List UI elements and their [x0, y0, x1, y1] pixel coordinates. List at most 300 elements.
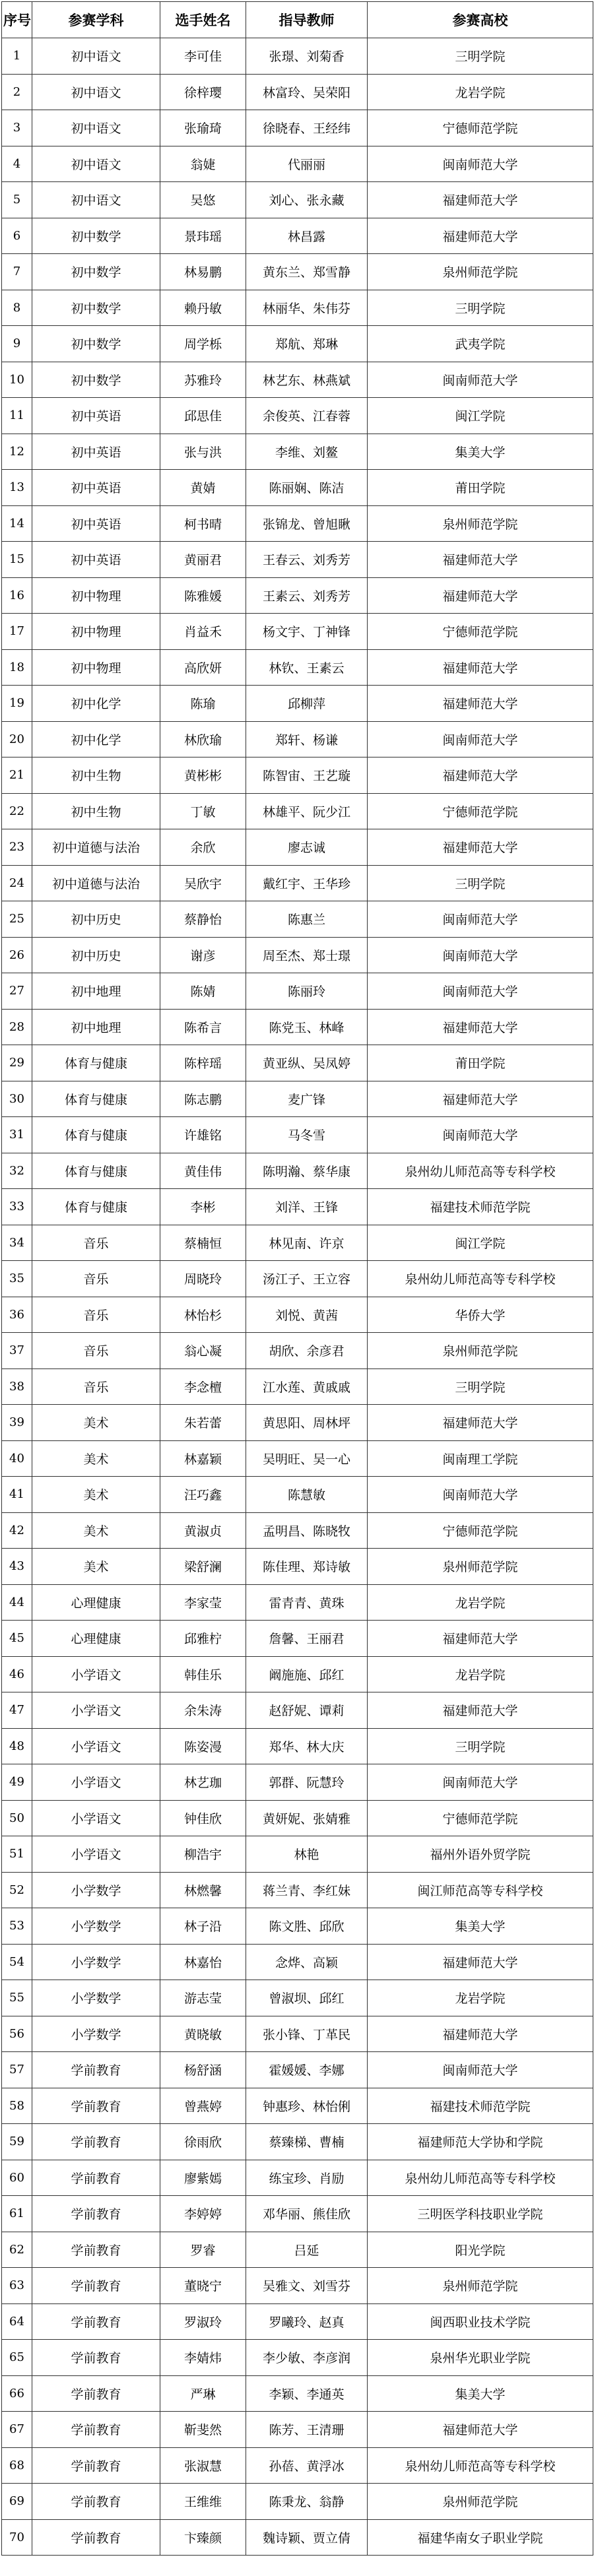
cell-contestant: 梁舒澜: [160, 1549, 246, 1585]
cell-contestant: 苏雅玲: [160, 362, 246, 398]
cell-index: 2: [2, 74, 32, 110]
cell-instructor: 林艺东、林燕斌: [246, 362, 368, 398]
cell-instructor: 孟明昌、陈晓牧: [246, 1512, 368, 1549]
cell-instructor: 林雄平、阮少江: [246, 793, 368, 829]
cell-index: 50: [2, 1800, 32, 1836]
cell-university: 闽江学院: [368, 398, 593, 434]
cell-index: 48: [2, 1728, 32, 1764]
cell-index: 53: [2, 1908, 32, 1945]
cell-university: 福建师范大学: [368, 649, 593, 686]
cell-instructor: 陈丽玲: [246, 973, 368, 1010]
cell-subject: 初中地理: [32, 973, 160, 1010]
table-row: [2, 434, 593, 470]
cell-instructor: 陈丽娴、陈洁: [246, 470, 368, 506]
table-row: [2, 1656, 593, 1692]
cell-contestant: 朱若蕾: [160, 1405, 246, 1441]
cell-subject: 体育与健康: [32, 1153, 160, 1189]
cell-instructor: 雷青青、黄珠: [246, 1584, 368, 1621]
table-row: [2, 1225, 593, 1261]
cell-university: 龙岩学院: [368, 1656, 593, 1692]
cell-university: 福建师范大学: [368, 182, 593, 218]
cell-university: 宁德师范学院: [368, 110, 593, 146]
cell-instructor: 陈明瀚、蔡华康: [246, 1153, 368, 1189]
cell-instructor: 林见南、许京: [246, 1225, 368, 1261]
table-row: [2, 1584, 593, 1621]
table-row: [2, 2196, 593, 2232]
cell-index: 22: [2, 793, 32, 829]
cell-instructor: 林富玲、吴荣阳: [246, 74, 368, 110]
cell-contestant: 高欣妍: [160, 649, 246, 686]
cell-index: 42: [2, 1512, 32, 1549]
cell-index: 30: [2, 1081, 32, 1117]
cell-instructor: 李颖、李通英: [246, 2375, 368, 2412]
cell-university: 福州外语外贸学院: [368, 1836, 593, 1873]
table-row: [2, 757, 593, 794]
cell-instructor: 林钦、王素云: [246, 649, 368, 686]
cell-subject: 初中英语: [32, 398, 160, 434]
cell-subject: 学前教育: [32, 2232, 160, 2268]
cell-instructor: 张璟、刘菊香: [246, 38, 368, 75]
cell-contestant: 陈梓瑶: [160, 1045, 246, 1081]
cell-subject: 初中化学: [32, 721, 160, 757]
cell-instructor: 刘悦、黄茜: [246, 1297, 368, 1333]
cell-index: 20: [2, 721, 32, 757]
cell-contestant: 余欣: [160, 829, 246, 866]
cell-instructor: 汤江子、王立容: [246, 1261, 368, 1297]
cell-subject: 学前教育: [32, 2340, 160, 2376]
cell-subject: 初中道德与法治: [32, 829, 160, 866]
cell-subject: 小学语文: [32, 1728, 160, 1764]
cell-index: 37: [2, 1333, 32, 1369]
cell-instructor: 郑轩、杨谦: [246, 721, 368, 757]
cell-subject: 学前教育: [32, 2160, 160, 2196]
cell-instructor: 李维、刘鳌: [246, 434, 368, 470]
table-row: [2, 505, 593, 542]
cell-subject: 小学语文: [32, 1692, 160, 1729]
table-row: [2, 2016, 593, 2052]
cell-instructor: 郑航、郑琳: [246, 326, 368, 362]
cell-university: 福建师范大学协和学院: [368, 2124, 593, 2160]
cell-contestant: 余朱涛: [160, 1692, 246, 1729]
cell-university: 福建师范大学: [368, 2412, 593, 2448]
cell-subject: 初中语文: [32, 110, 160, 146]
cell-university: 闽南师范大学: [368, 1477, 593, 1513]
cell-contestant: 李家莹: [160, 1584, 246, 1621]
cell-subject: 音乐: [32, 1368, 160, 1405]
cell-index: 25: [2, 901, 32, 938]
cell-contestant: 邱雅柠: [160, 1621, 246, 1657]
cell-university: 泉州师范学院: [368, 1333, 593, 1369]
cell-index: 13: [2, 470, 32, 506]
cell-index: 10: [2, 362, 32, 398]
cell-university: 泉州华光职业学院: [368, 2340, 593, 2376]
cell-index: 60: [2, 2160, 32, 2196]
table-row: [2, 2375, 593, 2412]
cell-contestant: 黄丽君: [160, 542, 246, 578]
cell-contestant: 林子沿: [160, 1908, 246, 1945]
cell-subject: 初中物理: [32, 614, 160, 650]
cell-subject: 初中物理: [32, 577, 160, 614]
cell-university: 闽南师范大学: [368, 362, 593, 398]
cell-instructor: 麦广锋: [246, 1081, 368, 1117]
cell-contestant: 黄婧: [160, 470, 246, 506]
cell-instructor: 阚施施、邱红: [246, 1656, 368, 1692]
cell-subject: 小学语文: [32, 1836, 160, 1873]
cell-instructor: 陈芳、王清珊: [246, 2412, 368, 2448]
table-row: [2, 937, 593, 973]
cell-contestant: 董晓宁: [160, 2268, 246, 2304]
cell-contestant: 张淑慧: [160, 2447, 246, 2484]
cell-university: 三明学院: [368, 865, 593, 901]
cell-contestant: 景玮瑶: [160, 218, 246, 254]
cell-university: 福建师范大学: [368, 2016, 593, 2052]
cell-contestant: 陈希言: [160, 1009, 246, 1045]
cell-contestant: 黄淑贞: [160, 1512, 246, 1549]
table-row: [2, 2232, 593, 2268]
cell-subject: 初中数学: [32, 290, 160, 326]
cell-university: 福建师范大学: [368, 1692, 593, 1729]
cell-subject: 初中历史: [32, 901, 160, 938]
cell-university: 闽南师范大学: [368, 721, 593, 757]
cell-subject: 初中英语: [32, 505, 160, 542]
cell-contestant: 林嘉颖: [160, 1440, 246, 1477]
cell-subject: 学前教育: [32, 2124, 160, 2160]
table-row: [2, 1512, 593, 1549]
cell-university: 福建华南女子职业学院: [368, 2519, 593, 2556]
cell-subject: 初中历史: [32, 937, 160, 973]
cell-university: 宁德师范学院: [368, 793, 593, 829]
table-row: [2, 1189, 593, 1225]
cell-university: 集美大学: [368, 434, 593, 470]
cell-subject: 初中数学: [32, 218, 160, 254]
table-row: [2, 74, 593, 110]
cell-contestant: 蔡楠恒: [160, 1225, 246, 1261]
cell-contestant: 汪巧鑫: [160, 1477, 246, 1513]
cell-subject: 学前教育: [32, 2484, 160, 2520]
cell-instructor: 孙蓓、黄浮冰: [246, 2447, 368, 2484]
cell-subject: 美术: [32, 1549, 160, 1585]
cell-index: 51: [2, 1836, 32, 1873]
table-row: [2, 1261, 593, 1297]
table-row: [2, 1800, 593, 1836]
table-row: [2, 1440, 593, 1477]
cell-contestant: 赖丹敏: [160, 290, 246, 326]
cell-university: 福建师范大学: [368, 1081, 593, 1117]
cell-instructor: 黄思阳、周林坪: [246, 1405, 368, 1441]
cell-index: 16: [2, 577, 32, 614]
table-row: [2, 290, 593, 326]
cell-university: 泉州师范学院: [368, 505, 593, 542]
cell-subject: 小学数学: [32, 1980, 160, 2016]
cell-contestant: 罗睿: [160, 2232, 246, 2268]
cell-instructor: 陈文胜、邱欣: [246, 1908, 368, 1945]
cell-subject: 初中英语: [32, 434, 160, 470]
cell-contestant: 徐雨欣: [160, 2124, 246, 2160]
cell-contestant: 黄彬彬: [160, 757, 246, 794]
cell-instructor: 余俊英、江春蓉: [246, 398, 368, 434]
cell-university: 三明医学科技职业学院: [368, 2196, 593, 2232]
cell-index: 1: [2, 38, 32, 75]
cell-subject: 小学数学: [32, 1872, 160, 1908]
cell-index: 59: [2, 2124, 32, 2160]
header-instructor: 指导教师: [246, 2, 368, 38]
table-row: [2, 2412, 593, 2448]
cell-university: 龙岩学院: [368, 74, 593, 110]
cell-subject: 初中化学: [32, 686, 160, 722]
cell-contestant: 吴悠: [160, 182, 246, 218]
cell-university: 福建师范大学: [368, 542, 593, 578]
cell-university: 泉州师范学院: [368, 254, 593, 290]
cell-index: 62: [2, 2232, 32, 2268]
cell-university: 闽南师范大学: [368, 937, 593, 973]
cell-instructor: 林丽华、朱伟芬: [246, 290, 368, 326]
table-row: [2, 398, 593, 434]
table-body: [2, 38, 593, 2556]
cell-index: 23: [2, 829, 32, 866]
cell-subject: 心理健康: [32, 1621, 160, 1657]
cell-instructor: 吕延: [246, 2232, 368, 2268]
cell-index: 44: [2, 1584, 32, 1621]
cell-subject: 初中地理: [32, 1009, 160, 1045]
cell-subject: 音乐: [32, 1333, 160, 1369]
table-row: [2, 1297, 593, 1333]
cell-instructor: 戴红宇、王华珍: [246, 865, 368, 901]
cell-subject: 心理健康: [32, 1584, 160, 1621]
table-row: [2, 1045, 593, 1081]
cell-subject: 小学语文: [32, 1764, 160, 1801]
cell-index: 26: [2, 937, 32, 973]
table-row: [2, 218, 593, 254]
cell-index: 66: [2, 2375, 32, 2412]
results-table: [1, 1, 593, 2556]
cell-instructor: 陈党玉、林峰: [246, 1009, 368, 1045]
cell-contestant: 邱思佳: [160, 398, 246, 434]
header-contestant: 选手姓名: [160, 2, 246, 38]
table-row: [2, 2447, 593, 2484]
table-row: [2, 362, 593, 398]
cell-university: 龙岩学院: [368, 1980, 593, 2016]
cell-contestant: 黄佳伟: [160, 1153, 246, 1189]
cell-contestant: 王维维: [160, 2484, 246, 2520]
cell-contestant: 李婧炜: [160, 2340, 246, 2376]
table-row: [2, 1944, 593, 1980]
cell-subject: 初中语文: [32, 146, 160, 182]
table-row: [2, 1872, 593, 1908]
cell-subject: 初中生物: [32, 757, 160, 794]
cell-university: 泉州幼儿师范高等专科学校: [368, 2447, 593, 2484]
cell-subject: 初中道德与法治: [32, 865, 160, 901]
cell-instructor: 陈惠兰: [246, 901, 368, 938]
cell-index: 15: [2, 542, 32, 578]
cell-index: 47: [2, 1692, 32, 1729]
cell-index: 36: [2, 1297, 32, 1333]
cell-contestant: 肖益禾: [160, 614, 246, 650]
cell-subject: 初中语文: [32, 38, 160, 75]
cell-index: 34: [2, 1225, 32, 1261]
cell-university: 福建师范大学: [368, 829, 593, 866]
table-row: [2, 2124, 593, 2160]
table-row: [2, 1333, 593, 1369]
cell-index: 49: [2, 1764, 32, 1801]
cell-subject: 学前教育: [32, 2447, 160, 2484]
cell-subject: 学前教育: [32, 2375, 160, 2412]
cell-subject: 初中英语: [32, 470, 160, 506]
cell-contestant: 张与洪: [160, 434, 246, 470]
cell-university: 三明学院: [368, 38, 593, 75]
cell-subject: 小学数学: [32, 1908, 160, 1945]
cell-index: 7: [2, 254, 32, 290]
table-row: [2, 1836, 593, 1873]
cell-subject: 初中数学: [32, 254, 160, 290]
cell-index: 32: [2, 1153, 32, 1189]
table-row: [2, 649, 593, 686]
table-row: [2, 1692, 593, 1729]
cell-subject: 初中物理: [32, 649, 160, 686]
cell-university: 福建师范大学: [368, 1944, 593, 1980]
cell-instructor: 吴明旺、吴一心: [246, 1440, 368, 1477]
cell-index: 28: [2, 1009, 32, 1045]
cell-university: 福建师范大学: [368, 218, 593, 254]
cell-subject: 初中数学: [32, 326, 160, 362]
header-row: [2, 2, 593, 38]
cell-subject: 音乐: [32, 1225, 160, 1261]
cell-university: 三明学院: [368, 1368, 593, 1405]
cell-contestant: 张瑜琦: [160, 110, 246, 146]
cell-subject: 体育与健康: [32, 1045, 160, 1081]
cell-instructor: 郑华、林大庆: [246, 1728, 368, 1764]
table-header: [2, 2, 593, 38]
cell-index: 33: [2, 1189, 32, 1225]
cell-index: 56: [2, 2016, 32, 2052]
cell-contestant: 陈姿漫: [160, 1728, 246, 1764]
cell-university: 闽江学院: [368, 1225, 593, 1261]
cell-instructor: 蒋兰青、李红妹: [246, 1872, 368, 1908]
cell-university: 福建技术师范学院: [368, 1189, 593, 1225]
cell-university: 龙岩学院: [368, 1584, 593, 1621]
cell-index: 70: [2, 2519, 32, 2556]
cell-instructor: 黄亚纵、吴凤婷: [246, 1045, 368, 1081]
cell-university: 闽南理工学院: [368, 1440, 593, 1477]
cell-contestant: 廖紫嫣: [160, 2160, 246, 2196]
cell-university: 武夷学院: [368, 326, 593, 362]
cell-instructor: 周至杰、郑士璟: [246, 937, 368, 973]
cell-instructor: 郭群、阮慧玲: [246, 1764, 368, 1801]
cell-subject: 美术: [32, 1405, 160, 1441]
cell-university: 泉州师范学院: [368, 2268, 593, 2304]
cell-university: 福建技术师范学院: [368, 2088, 593, 2124]
cell-university: 闽江师范高等专科学校: [368, 1872, 593, 1908]
cell-contestant: 周学栎: [160, 326, 246, 362]
cell-instructor: 王春云、刘秀芳: [246, 542, 368, 578]
cell-index: 45: [2, 1621, 32, 1657]
cell-index: 18: [2, 649, 32, 686]
cell-subject: 学前教育: [32, 2088, 160, 2124]
table-row: [2, 2340, 593, 2376]
table-row: [2, 2268, 593, 2304]
table-row: [2, 146, 593, 182]
cell-university: 泉州师范学院: [368, 2484, 593, 2520]
cell-instructor: 曾淑坝、邱红: [246, 1980, 368, 2016]
cell-index: 54: [2, 1944, 32, 1980]
table-row: [2, 110, 593, 146]
cell-index: 3: [2, 110, 32, 146]
cell-index: 46: [2, 1656, 32, 1692]
cell-university: 闽南师范大学: [368, 973, 593, 1010]
cell-university: 福建师范大学: [368, 1405, 593, 1441]
cell-index: 9: [2, 326, 32, 362]
cell-university: 莆田学院: [368, 1045, 593, 1081]
cell-index: 8: [2, 290, 32, 326]
cell-instructor: 代丽丽: [246, 146, 368, 182]
cell-contestant: 严琳: [160, 2375, 246, 2412]
cell-university: 泉州师范学院: [368, 1549, 593, 1585]
cell-contestant: 徐梓璎: [160, 74, 246, 110]
cell-subject: 学前教育: [32, 2196, 160, 2232]
cell-university: 宁德师范学院: [368, 1512, 593, 1549]
table-row: [2, 182, 593, 218]
cell-instructor: 黄东兰、郑雪静: [246, 254, 368, 290]
cell-university: 闽南师范大学: [368, 1117, 593, 1153]
cell-instructor: 廖志诚: [246, 829, 368, 866]
cell-contestant: 陈志鹏: [160, 1081, 246, 1117]
cell-instructor: 蔡臻梯、曹楠: [246, 2124, 368, 2160]
cell-university: 泉州幼儿师范高等专科学校: [368, 1261, 593, 1297]
cell-contestant: 卞臻颜: [160, 2519, 246, 2556]
cell-index: 21: [2, 757, 32, 794]
header-subject: 参赛学科: [32, 2, 160, 38]
cell-instructor: 魏诗颖、贾立倩: [246, 2519, 368, 2556]
cell-subject: 学前教育: [32, 2268, 160, 2304]
cell-instructor: 刘心、张永藏: [246, 182, 368, 218]
table-row: [2, 2088, 593, 2124]
cell-index: 69: [2, 2484, 32, 2520]
cell-subject: 体育与健康: [32, 1081, 160, 1117]
cell-index: 14: [2, 505, 32, 542]
cell-index: 40: [2, 1440, 32, 1477]
cell-index: 52: [2, 1872, 32, 1908]
header-index: 序号: [2, 2, 32, 38]
cell-university: 闽南师范大学: [368, 1764, 593, 1801]
cell-instructor: 陈智宙、王艺璇: [246, 757, 368, 794]
cell-contestant: 周晓玲: [160, 1261, 246, 1297]
cell-contestant: 韩佳乐: [160, 1656, 246, 1692]
cell-instructor: 陈秉龙、翁静: [246, 2484, 368, 2520]
cell-instructor: 林昌露: [246, 218, 368, 254]
cell-university: 福建师范大学: [368, 1621, 593, 1657]
table-row: [2, 973, 593, 1010]
cell-instructor: 马冬雪: [246, 1117, 368, 1153]
table-row: [2, 2160, 593, 2196]
cell-instructor: 霍媛媛、李娜: [246, 2052, 368, 2088]
cell-instructor: 赵舒妮、谭莉: [246, 1692, 368, 1729]
cell-instructor: 林艳: [246, 1836, 368, 1873]
cell-index: 68: [2, 2447, 32, 2484]
cell-instructor: 罗曦玲、赵真: [246, 2303, 368, 2340]
cell-subject: 小学语文: [32, 1656, 160, 1692]
table-row: [2, 901, 593, 938]
cell-index: 27: [2, 973, 32, 1010]
cell-contestant: 柳浩宇: [160, 1836, 246, 1873]
cell-index: 35: [2, 1261, 32, 1297]
cell-instructor: 练宝珍、肖励: [246, 2160, 368, 2196]
table-row: [2, 2052, 593, 2088]
cell-contestant: 林燃馨: [160, 1872, 246, 1908]
cell-contestant: 杨舒涵: [160, 2052, 246, 2088]
table-row: [2, 1477, 593, 1513]
cell-instructor: 刘洋、王锋: [246, 1189, 368, 1225]
cell-index: 61: [2, 2196, 32, 2232]
table-row: [2, 865, 593, 901]
